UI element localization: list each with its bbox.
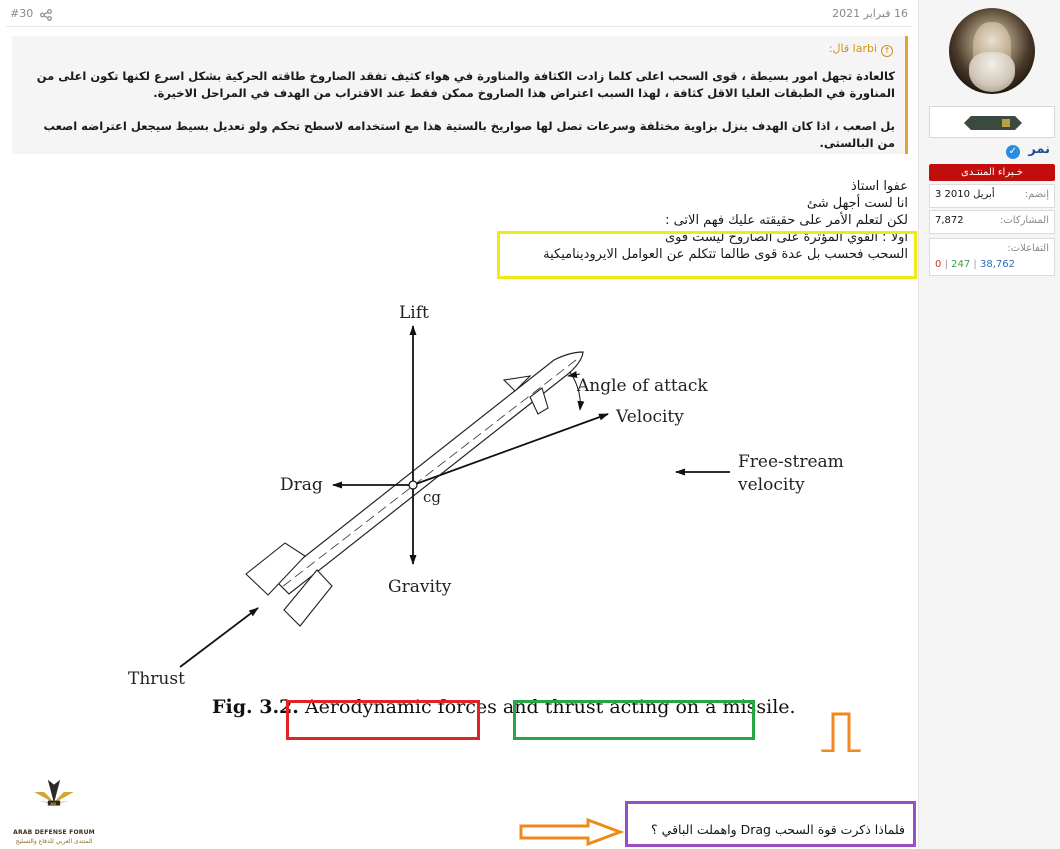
username[interactable]: نمر xyxy=(1028,142,1050,157)
label-drag: Drag xyxy=(280,475,323,495)
quote-paragraph-2: بل اصعب ، اذا كان الهدف ينزل بزاوية مختلفة وسرعات تصل لها صواريخ بالستية هذا مع استخدامه لاسطح تحكم ولو تعديل بسيط سيجعل اعتراضه اصعب من البالستى. xyxy=(43,119,895,150)
rank-bar-icon xyxy=(964,116,1022,130)
cg-point xyxy=(409,481,417,489)
reactions-positive: 38,762 xyxy=(979,259,1015,270)
arab-defense-forum-logo xyxy=(6,776,102,848)
reply-line-5: السحب فحسب بل عدة قوى طالما تتكلم عن العوامل الايروديناميكية xyxy=(543,247,908,262)
verified-check-icon: ✓ xyxy=(1006,145,1020,159)
stat-reactions xyxy=(929,238,1055,276)
post-date[interactable]: 16 فبراير 2021 xyxy=(832,7,908,20)
quote-paragraph-1: كالعادة تجهل امور بسيطة ، قوى السحب اعلى كلما زادت الكثافة والمناورة في هواء كثيف تفقد الصاروخ طاقته الحركية بشكل اسرع لكنها تكون اعلى من المناورة في الطبقات العليا الاقل كثافة ، لهذا السبب اعتراض هذا الصاروخ ممكن فقط عند الاقتراب من الهدف في المراحل الاخيرة. xyxy=(36,69,895,100)
logo-name: ARAB DEFENSE FORUM xyxy=(13,829,95,836)
rank-insignia xyxy=(929,106,1055,138)
reactions-values[interactable] xyxy=(935,259,1015,270)
caption-and: and xyxy=(502,696,539,718)
green-highlight-box xyxy=(513,700,755,740)
label-cg: cg xyxy=(423,488,442,506)
user-sidebar xyxy=(918,0,1060,849)
joined-label: إنضم: xyxy=(1024,189,1049,200)
label-lift: Lift xyxy=(399,303,429,323)
posts-label: المشاركات: xyxy=(1000,215,1049,226)
label-free-stream-1: Free-stream xyxy=(738,452,844,472)
yellow-highlight-box xyxy=(497,231,917,279)
avatar[interactable] xyxy=(949,8,1035,94)
reactions-neutral: 247 xyxy=(951,259,971,270)
reactions-separator-2: | xyxy=(973,259,977,270)
missile-forces-figure xyxy=(110,292,890,752)
orange-down-arrow xyxy=(823,714,859,752)
user-title-badge: خـبراء المنتـدى xyxy=(929,164,1055,181)
reply-line-2: انا لست أجهل شئ xyxy=(806,196,908,211)
reactions-separator-1: | xyxy=(944,259,948,270)
posts-value[interactable]: 7,872 xyxy=(935,215,964,226)
reply-line-4: اولا : القوي المؤثرة على الصاروخ ليست قوى xyxy=(664,230,908,245)
header-divider xyxy=(6,26,912,27)
orange-right-arrow xyxy=(518,818,624,846)
post-number[interactable]: #30 xyxy=(10,7,34,20)
caption-part-1: Aerodynamic forces xyxy=(304,696,497,718)
label-angle-of-attack: Angle of attack xyxy=(577,376,708,396)
caption-prefix: Fig. 3.2. xyxy=(212,696,299,718)
reactions-label: التفاعلات: xyxy=(1007,243,1049,254)
label-thrust: Thrust xyxy=(128,669,185,689)
quote-block xyxy=(12,36,908,154)
red-highlight-box xyxy=(286,700,480,740)
quote-author[interactable]: larbi قال: xyxy=(828,42,877,55)
caption-part-2: thrust acting on a missile. xyxy=(544,696,796,718)
reply-line-1: عفوا استاذ xyxy=(851,179,908,194)
arrow-up-circle-icon[interactable]: ↑ xyxy=(881,45,893,57)
reply-line-3: لكن لتعلم الأمر على حقيقته عليك فهم الاتى : xyxy=(665,213,908,228)
label-free-stream-2: velocity xyxy=(738,475,805,495)
svg-text:AD: AD xyxy=(50,801,57,806)
thrust-arrow xyxy=(180,608,258,667)
username-link[interactable] xyxy=(930,142,1050,159)
stat-posts xyxy=(929,210,1055,234)
quote-author-link[interactable] xyxy=(829,42,893,57)
label-velocity: Velocity xyxy=(616,407,684,427)
share-icon[interactable] xyxy=(40,6,52,18)
label-gravity: Gravity xyxy=(388,577,452,597)
purple-highlight-question: فلماذا ذكرت قوة السحب Drag واهملت الباقي ؟ xyxy=(625,801,916,847)
logo-subtitle: المنتدى العربي للدفاع والتسليح xyxy=(15,838,93,845)
reactions-negative: 0 xyxy=(935,259,942,270)
joined-value: 3 أبريل 2010 xyxy=(935,189,995,200)
eagle-wings-icon xyxy=(18,776,90,808)
stat-joined xyxy=(929,184,1055,208)
